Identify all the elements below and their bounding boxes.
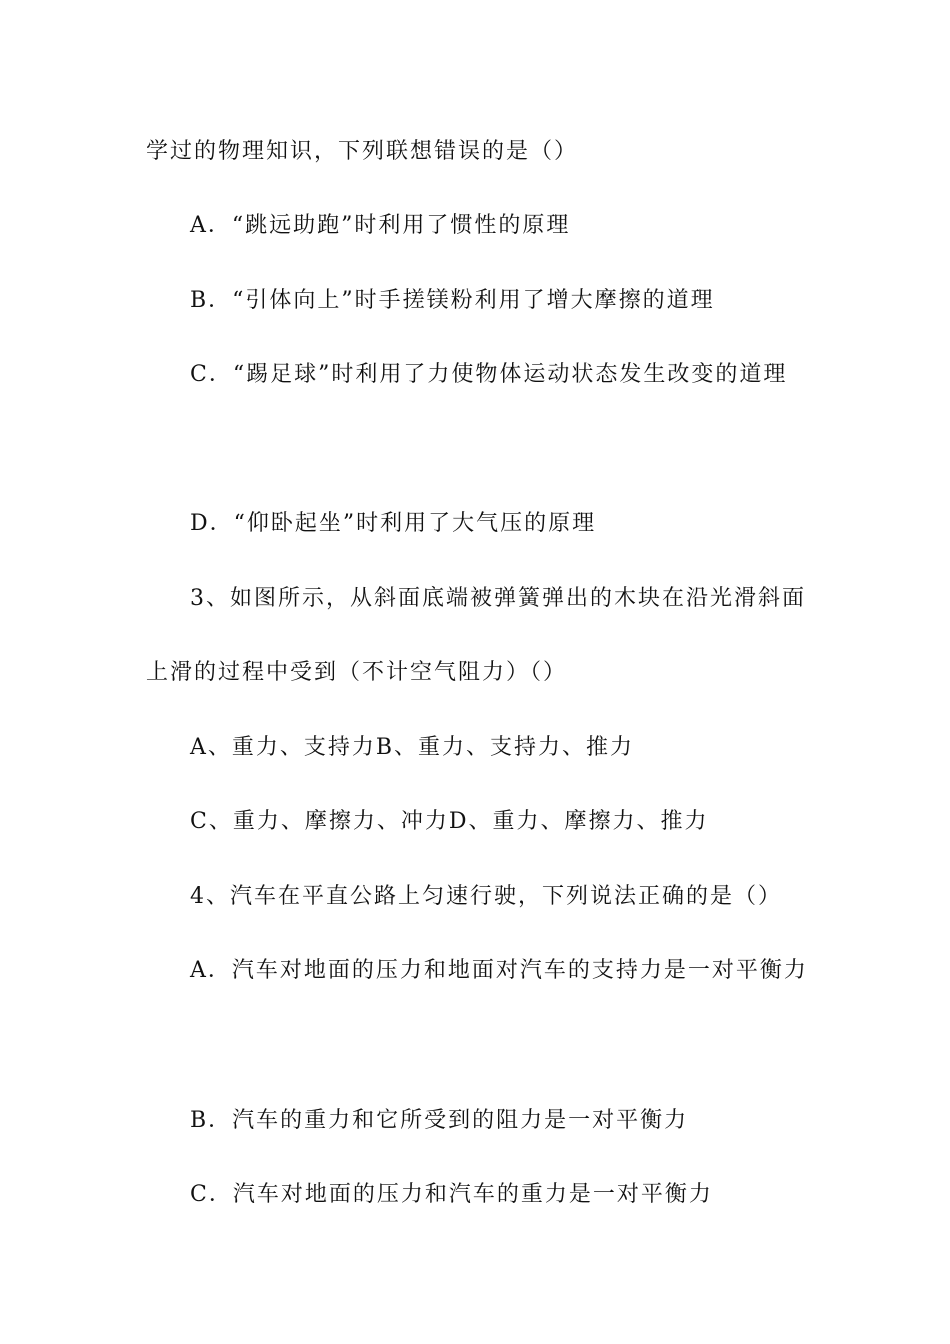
question-3-stem-continued: 上滑的过程中受到（不计空气阻力）（）	[146, 660, 568, 685]
question-2-option-a: A．“跳远助跑”时利用了惯性的原理	[190, 213, 571, 238]
question-2-option-c: C．“踢足球”时利用了力使物体运动状态发生改变的道理	[190, 362, 788, 387]
question-2-option-b: B．“引体向上”时手搓镁粉利用了增大摩擦的道理	[190, 288, 715, 313]
question-2-stem-continued: 学过的物理知识，下列联想错误的是（）	[146, 139, 579, 164]
question-4-stem: 4、汽车在平直公路上匀速行驶，下列说法正确的是（）	[190, 884, 782, 909]
question-4-option-c: C．汽车对地面的压力和汽车的重力是一对平衡力	[190, 1182, 713, 1207]
question-2-option-d: D．“仰卧起坐”时利用了大气压的原理	[190, 511, 597, 536]
question-3-stem: 3、如图所示，从斜面底端被弹簧弹出的木块在沿光滑斜面	[190, 586, 806, 611]
question-4-option-a: A．汽车对地面的压力和地面对汽车的支持力是一对平衡力	[190, 958, 808, 983]
question-3-options-cd: C、重力、摩擦力、冲力D、重力、摩擦力、推力	[190, 809, 709, 834]
question-4-option-b: B．汽车的重力和它所受到的阻力是一对平衡力	[190, 1108, 689, 1133]
question-3-options-ab: A、重力、支持力B、重力、支持力、推力	[190, 735, 635, 760]
